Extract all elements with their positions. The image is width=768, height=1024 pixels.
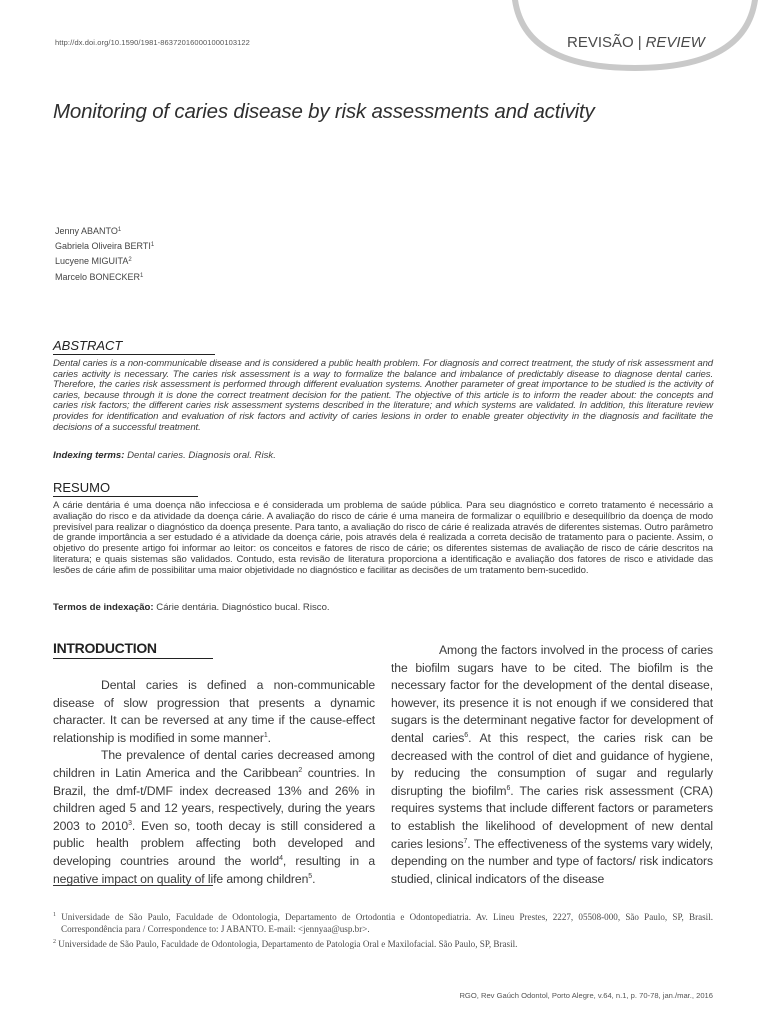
author-item xyxy=(55,224,154,239)
citation-mark: 3 xyxy=(128,819,132,827)
termos-label: Termos de indexação: xyxy=(53,602,154,613)
introduction-right-column xyxy=(391,642,713,888)
section-separator: | xyxy=(637,34,642,51)
author-item xyxy=(55,254,154,269)
footnote-mark: 1 xyxy=(53,912,56,918)
section-label xyxy=(567,34,705,51)
indexing-terms-value: Dental caries. Diagnosis oral. Risk. xyxy=(127,450,276,461)
resumo-heading: RESUMO xyxy=(53,480,111,495)
indexing-terms-label: Indexing terms: xyxy=(53,450,125,461)
affiliation-mark: 2 xyxy=(128,257,132,264)
author-list xyxy=(55,224,154,285)
doi-link[interactable]: http://dx.doi.org/10.1590/1981-863720160001000103122 xyxy=(55,38,250,47)
section-label-en: REVIEW xyxy=(645,34,705,51)
journal-citation-footer: RGO, Rev Gaúch Odontol, Porto Alegre, v.64, n.1, p. 70-78, jan./mar., 2016 xyxy=(459,991,713,1000)
abstract-heading: ABSTRACT xyxy=(53,338,123,353)
affiliation-mark: 1 xyxy=(150,242,155,249)
introduction-heading: INTRODUCTION xyxy=(53,640,157,656)
introduction-heading-rule xyxy=(53,658,213,659)
citation-mark: 5 xyxy=(308,872,313,880)
indexing-terms xyxy=(53,450,276,461)
paragraph: Among the factors involved in the process of caries the biofilm sugars have to be cited. The biofilm is the necessary factor for the development of the dental disease, however, its presence it is not enough if we considered that sugars is the determinant negative factor for development of dental caries$^6$. At this respect, the caries risk can be decreased with the control of diet and guidance of hygiene, by reducing the consumption of sugar and regularly disrupting the biofilm$^6$. The caries risk assessment (CRA) requires systems that include different factors or parameters to establish the likelihood of development of new dental caries lesions$^7$. The effectiveness of the systems vary widely, depending on the number and type of factors/ risk indicators studied, clinical indicators of the disease xyxy=(391,643,713,886)
citation-mark: 6 xyxy=(464,731,469,739)
author-item xyxy=(55,270,154,285)
footnote-mark: 2 xyxy=(53,939,56,946)
article-title: Monitoring of caries disease by risk assessments and activity xyxy=(53,100,595,123)
citation-mark: 2 xyxy=(298,766,303,774)
footnote-item xyxy=(53,910,713,935)
paragraph: The prevalence of dental caries decreased among children in Latin America and the Caribbean$^2$ countries. In Brazil, the dmf-t/DMF index decreased 13% and 26% in children aged 5 and 12 years, respectively, during the years 2003 to 2010$^3$. Even so, tooth decay is still considered a public health problem affecting both developed and developing countries around the world$^4$, resulting in a negative impact on quality of life among children$^5$. xyxy=(53,748,376,886)
abstract-heading-rule xyxy=(53,354,215,355)
affiliation-mark: 1 xyxy=(117,227,122,233)
author-name: Marcelo BONECKER xyxy=(55,271,141,282)
termos-indexacao xyxy=(53,602,330,613)
section-label-pt: REVISÃO xyxy=(567,34,634,51)
citation-mark: 7 xyxy=(463,837,468,845)
resumo-heading-rule xyxy=(53,496,198,497)
author-name: Jenny ABANTO xyxy=(55,226,118,236)
footnotes xyxy=(53,910,713,953)
abstract-body: Dental caries is a non-communicable disease and is considered a public health problem. For diagnosis and correct treatment, the study of risk assessment and caries activity is necessary. The caries risk assessment is a way to formalize the balance and imbalance of predictably disease to diagnose dental caries. Therefore, the caries risk assessment is performed through different evaluation systems. Another parameter of great importance to be studied is the activity of caries, because through it is done the correct treatment decision for the patient. The objective of this article is to inform the reader about: the concepts and caries risk factors; the different caries risk assessment systems described in the literature; and which systems are validated. In addition, this literature review provides for identification and evaluation of risk factors and activity of caries lesions in order to enable greater objectivity in the diagnosis and facilitate the decisions of a successful treatment. xyxy=(53,358,713,433)
affiliation-mark: 1 xyxy=(140,272,144,279)
footnote-text: Universidade de São Paulo, Faculdade de Odontologia, Departamento de Patologia Oral e Maxilofacial. São Paulo, SP, Brasil. xyxy=(56,939,518,950)
termos-value: Cárie dentária. Diagnóstico bucal. Risco. xyxy=(156,602,330,613)
citation-mark: 6 xyxy=(506,784,511,792)
footnote-item xyxy=(53,937,713,951)
author-item xyxy=(55,239,154,254)
resumo-body: A cárie dentária é uma doença não infecciosa e é considerada um problema de saúde pública. Para seu diagnóstico e correto tratamento é necessário a avaliação do risco e da atividade da doença cárie. A avaliação do risco de cárie é uma maneira de formalizar o equilíbrio e desequilíbrio da doença de modo previsível para realizar o diagnóstico da doença presente. Para tanto, a avaliação do risco de cárie é realizada através de diferentes sistemas. Outro parâmetro de grande importância a ser estudado é a atividade da doença cárie, pois através dela é realizada a correta decisão de tratamento para o paciente. Assim, o objetivo do presente artigo foi informar ao leitor: os conceitos e fatores de risco de cárie; os diferentes sistemas de avaliação de risco de cárie descritos na literatura; e quais sistemas são validados. Contudo, esta revisão de literatura proporciona a identificação e avaliação dos fatores de risco e atividade das lesões de cárie afim de possibilitar uma maior objetividade no diagnóstico e facilitar as decisões de um tratamento bem-sucedido. xyxy=(53,500,713,576)
citation-mark: 1 xyxy=(263,731,268,739)
author-name: Lucyene MIGUITA xyxy=(55,256,129,267)
text-underline-mark xyxy=(53,885,213,886)
introduction-left-column xyxy=(53,677,375,888)
author-name: Gabriela Oliveira BERTI xyxy=(55,241,151,252)
paragraph: Dental caries is defined a non-communicable disease of slow progression that presents a dynamic character. It can be reversed at any time if the cause-effect relationship is modified in some manner$^1$. xyxy=(53,678,375,745)
footnote-text: Universidade de São Paulo, Faculdade de Odontologia, Departamento de Ortodontia e Odontopediatria. Av. Lineu Prestes, 2227, 05508-000, São Paulo, SP, Brasil. Correspondência para / Correspondence to: J ABANTO. E-mail: <jennyaa@usp.br>. xyxy=(56,912,713,934)
citation-mark: 4 xyxy=(279,854,283,862)
